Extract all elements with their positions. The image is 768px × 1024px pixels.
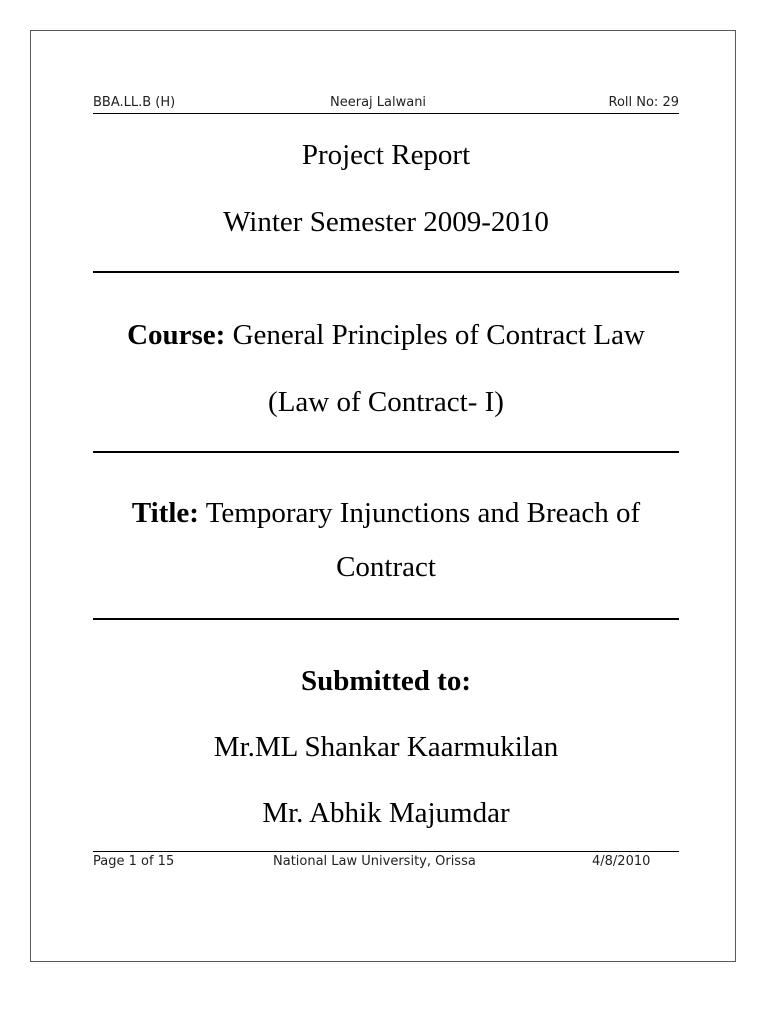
report-heading: Project Report [301,139,471,171]
title-value: Temporary Injunctions and Breach of [198,497,641,529]
footer-institution: National Law University, Orissa [273,854,476,869]
divider-3 [93,618,679,620]
title-label: Title: [131,497,199,529]
title-line [93,497,679,530]
divider-2 [93,451,679,453]
footer-page-number: Page 1 of 15 [93,854,175,869]
footer-date: 4/8/2010 [592,854,651,869]
title-continuation: Contract [336,551,436,583]
divider-1 [93,271,679,273]
header-roll-number: Roll No: 29 [608,95,679,110]
header-author: Neeraj Lalwani [330,95,427,110]
semester-heading: Winter Semester 2009-2010 [223,206,549,238]
submitted-name-2: Mr. Abhik Majumdar [262,797,510,829]
submitted-to-label [93,665,679,698]
submitted-to-text: Submitted to: [301,665,471,697]
running-footer [93,851,679,874]
course-line [93,319,679,352]
course-value: General Principles of Contract Law [225,319,645,351]
course-label: Course: [127,319,226,351]
running-header [93,95,679,114]
submitted-name-1: Mr.ML Shankar Kaarmukilan [213,731,559,763]
header-program: BBA.LL.B (H) [93,95,176,110]
course-subtitle: (Law of Contract- I) [268,386,504,418]
document-page [30,30,736,962]
